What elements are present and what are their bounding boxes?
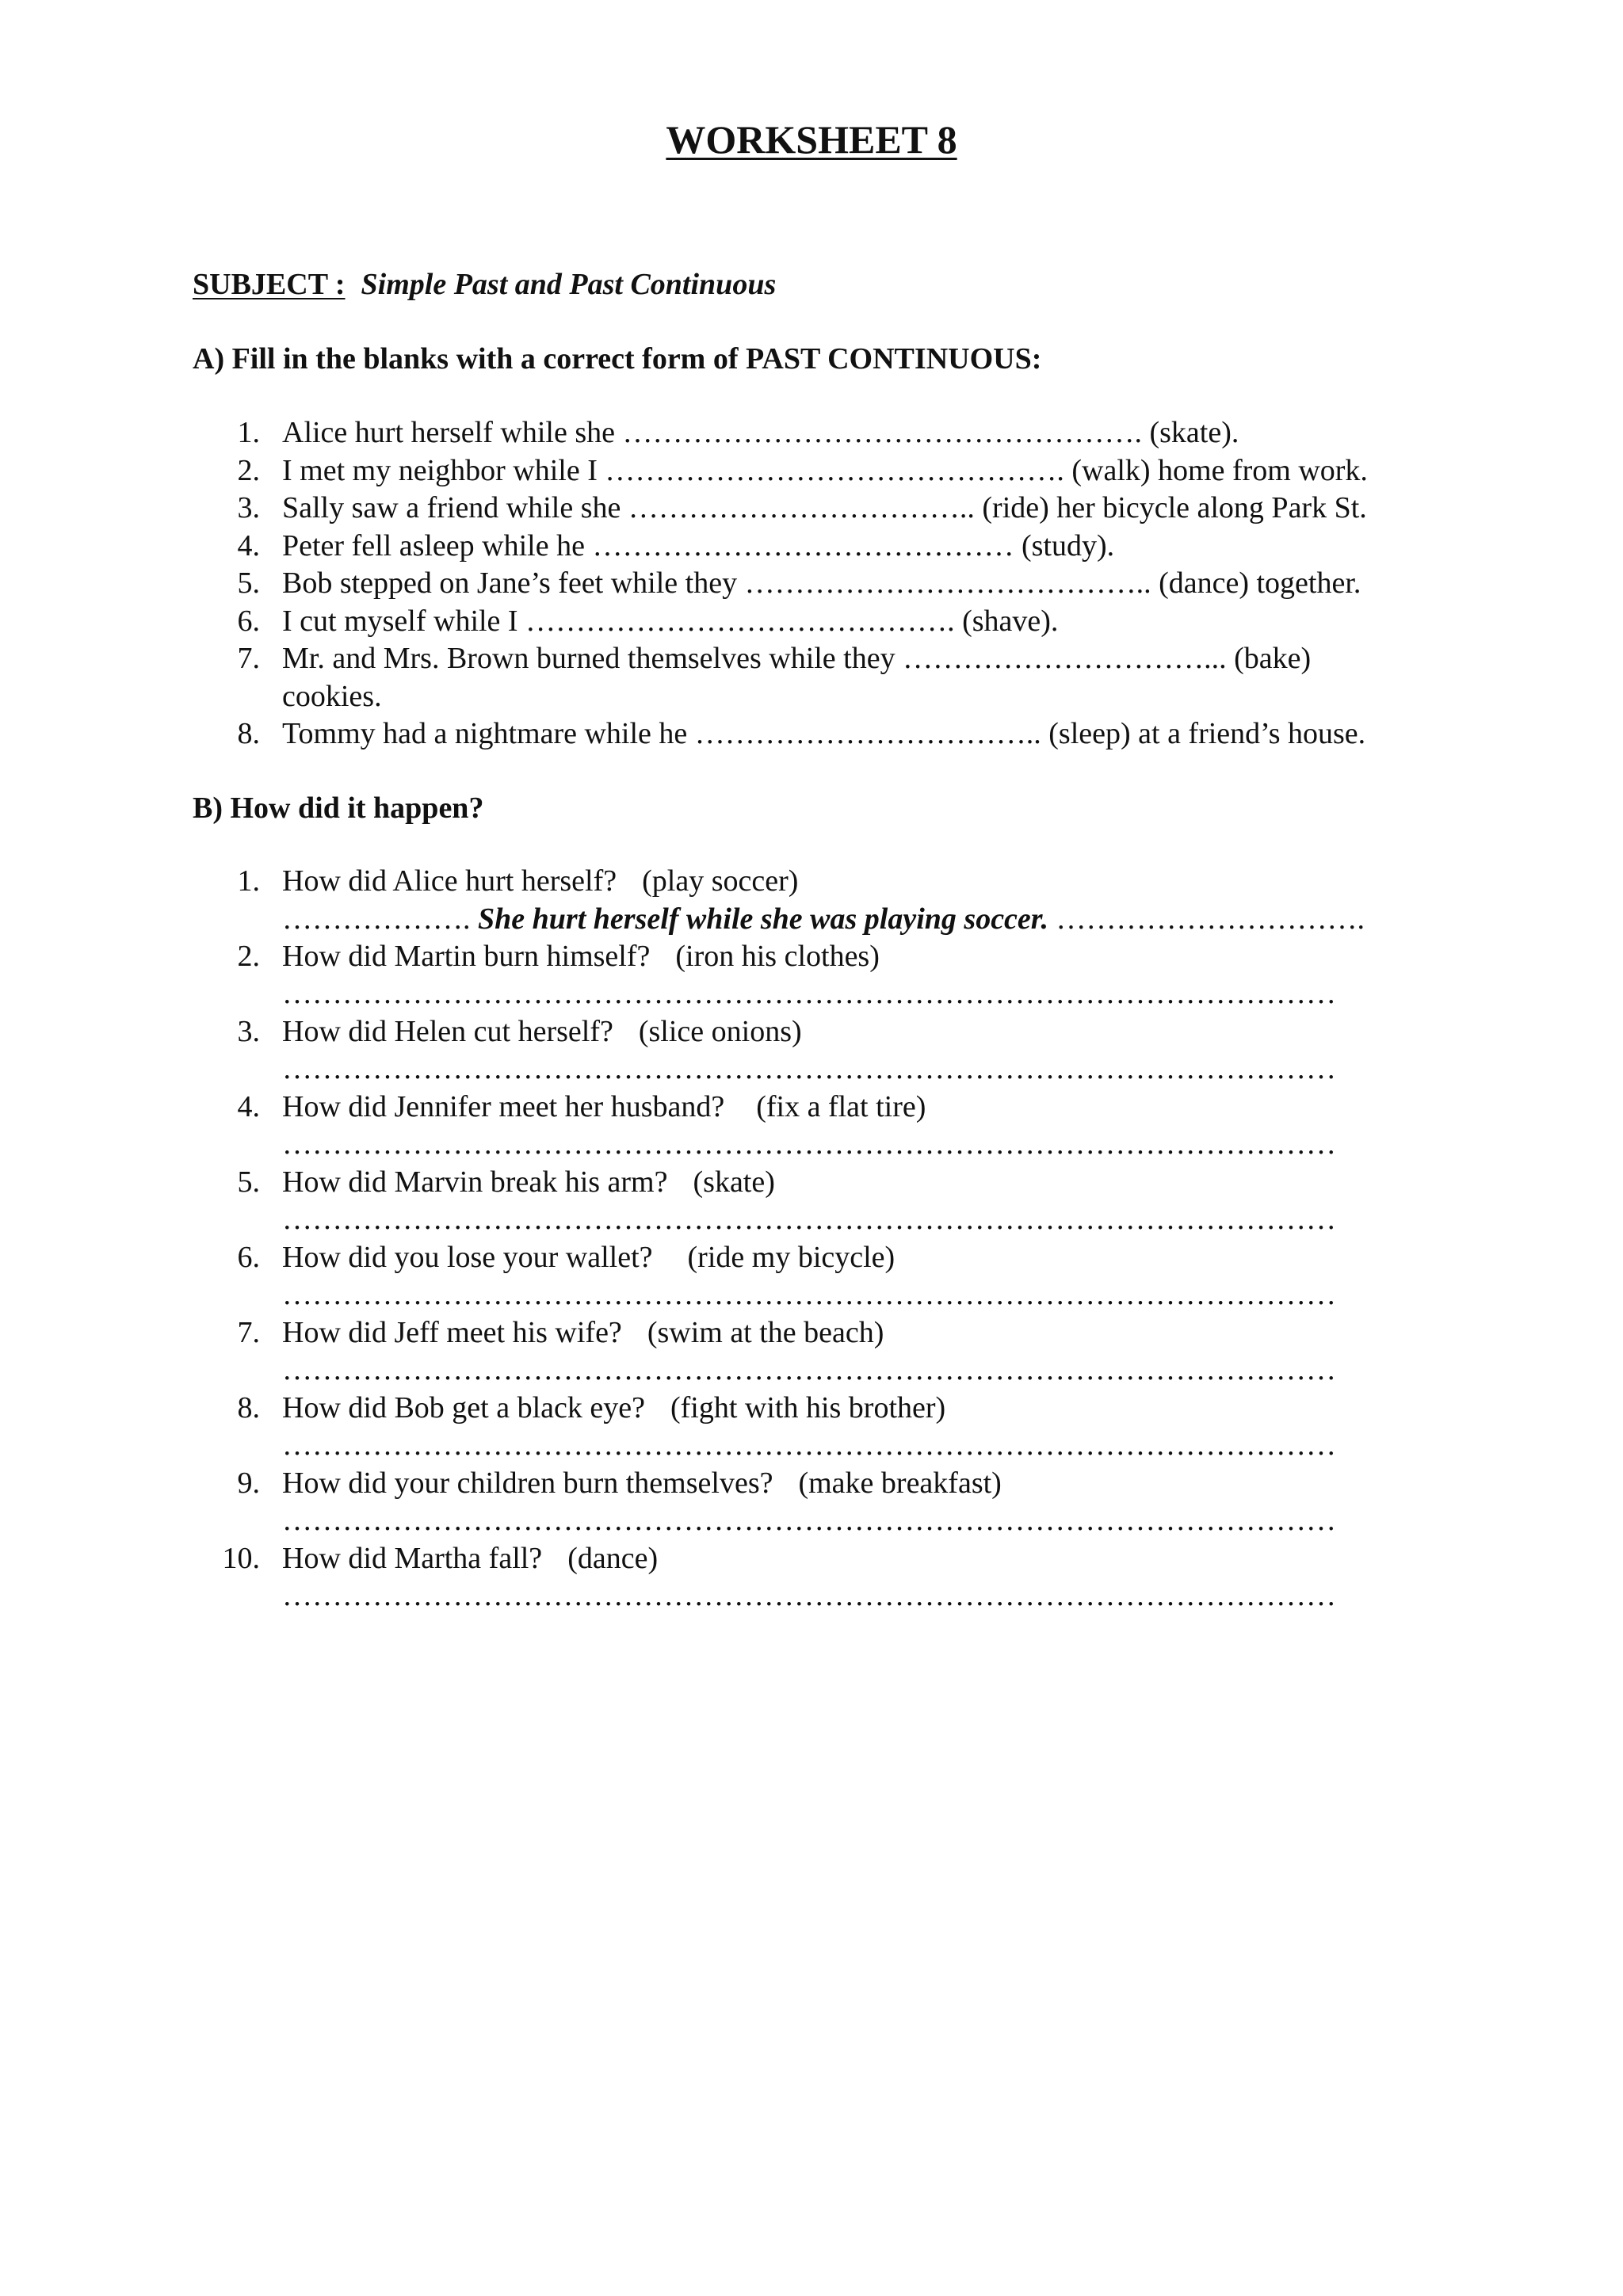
question-item xyxy=(0,1163,1623,1201)
question-item xyxy=(0,1539,1623,1577)
item-text-continuation: cookies. xyxy=(282,680,382,713)
section-a-heading: A) Fill in the blanks with a correct form of PAST CONTINUOUS: xyxy=(193,342,1042,376)
question-text: How did Bob get a black eye? (fight with his brother) xyxy=(282,1391,946,1425)
list-item xyxy=(0,715,1623,753)
question-text: How did Martin burn himself? (iron his clothes) xyxy=(282,940,880,973)
question-text: How did Jennifer meet her husband? (fix a flat tire) xyxy=(282,1090,926,1123)
section-b-heading: B) How did it happen? xyxy=(193,791,484,825)
item-number: 6. xyxy=(237,1241,260,1274)
item-number: 4. xyxy=(237,529,260,563)
item-number: 3. xyxy=(237,491,260,524)
item-text: Bob stepped on Jane’s feet while they ………………………………….. (dance) together. xyxy=(282,566,1361,600)
item-number: 3. xyxy=(237,1015,260,1048)
question-hint: (iron his clothes) xyxy=(675,940,880,973)
item-number: 10. xyxy=(222,1542,260,1575)
item-number: 8. xyxy=(237,1391,260,1425)
question-text: How did you lose your wallet? (ride my bicycle) xyxy=(282,1241,896,1274)
question-hint: (fight with his brother) xyxy=(670,1391,946,1425)
item-text: Alice hurt herself while she ……………………………………………. (skate). xyxy=(282,416,1239,449)
question-item xyxy=(0,1389,1623,1427)
list-item xyxy=(0,602,1623,640)
answer-line: …………………………………………………………………………………………… xyxy=(282,1353,1336,1386)
list-item-continuation xyxy=(0,677,1623,715)
answer-line: …………………………………………………………………………………………… xyxy=(282,1579,1336,1612)
question-hint: (skate) xyxy=(693,1165,775,1199)
item-number: 2. xyxy=(237,940,260,973)
item-text: Peter fell asleep while he …………………………………… (study). xyxy=(282,529,1115,563)
question-text: How did Alice hurt herself? (play soccer) xyxy=(282,864,799,898)
answer-line: …………………………………………………………………………………………… xyxy=(282,1052,1336,1085)
answer-blank: ………………. xyxy=(282,902,478,936)
question-item xyxy=(0,1088,1623,1126)
page-title: WORKSHEET 8 xyxy=(666,117,957,162)
item-text: I met my neighbor while I ………………………………………. (walk) home from work. xyxy=(282,454,1368,487)
list-item xyxy=(0,414,1623,452)
question-item xyxy=(0,1464,1623,1502)
question-item xyxy=(0,1013,1623,1051)
question-text: How did your children burn themselves? (make breakfast) xyxy=(282,1466,1002,1500)
list-item xyxy=(0,639,1623,677)
question-item xyxy=(0,1314,1623,1352)
question-text: How did Helen cut herself? (slice onions) xyxy=(282,1015,802,1048)
item-text: Tommy had a nightmare while he …………………………….. (sleep) at a friend’s house. xyxy=(282,717,1366,750)
item-number: 5. xyxy=(237,566,260,600)
question-hint: (fix a flat tire) xyxy=(756,1090,926,1123)
subject-line xyxy=(193,265,776,304)
list-item xyxy=(0,527,1623,565)
subject-label: SUBJECT : xyxy=(193,268,346,301)
question-item xyxy=(0,1238,1623,1276)
answer-line: …………………………………………………………………………………………… xyxy=(282,1203,1336,1236)
answer-line: …………………………………………………………………………………………… xyxy=(282,977,1336,1010)
question-item xyxy=(0,937,1623,975)
item-text: Sally saw a friend while she …………………………….. (ride) her bicycle along Park St. xyxy=(282,491,1367,524)
question-hint: (ride my bicycle) xyxy=(687,1241,896,1274)
item-text: I cut myself while I ……………………………………. (shave). xyxy=(282,605,1059,638)
item-number: 1. xyxy=(237,864,260,898)
answer-line: …………………………………………………………………………………………… xyxy=(282,1428,1336,1462)
item-number: 5. xyxy=(237,1165,260,1199)
question-hint: (slice onions) xyxy=(638,1015,802,1048)
question-hint: (dance) xyxy=(567,1542,659,1575)
question-text: How did Jeff meet his wife? (swim at the beach) xyxy=(282,1316,884,1349)
item-number: 4. xyxy=(237,1090,260,1123)
item-number: 7. xyxy=(237,642,260,675)
example-answer xyxy=(0,900,1623,938)
list-item xyxy=(0,489,1623,527)
item-number: 1. xyxy=(237,416,260,449)
item-text: Mr. and Mrs. Brown burned themselves while they …………………………... (bake) xyxy=(282,642,1312,675)
item-number: 2. xyxy=(237,454,260,487)
question-item xyxy=(0,862,1623,900)
subject-value: Simple Past and Past Continuous xyxy=(361,268,777,301)
item-number: 9. xyxy=(237,1466,260,1500)
answer-blank: …………………………. xyxy=(1048,902,1365,936)
question-text: How did Marvin break his arm? (skate) xyxy=(282,1165,775,1199)
question-text: How did Martha fall? (dance) xyxy=(282,1542,659,1575)
list-item xyxy=(0,564,1623,602)
list-item xyxy=(0,452,1623,490)
example-answer-text: She hurt herself while she was playing soccer. xyxy=(478,902,1048,936)
item-number: 7. xyxy=(237,1316,260,1349)
question-hint: (play soccer) xyxy=(642,864,799,898)
item-number: 6. xyxy=(237,605,260,638)
question-hint: (make breakfast) xyxy=(798,1466,1002,1500)
answer-line: …………………………………………………………………………………………… xyxy=(282,1504,1336,1537)
question-hint: (swim at the beach) xyxy=(647,1316,884,1349)
item-number: 8. xyxy=(237,717,260,750)
answer-line: …………………………………………………………………………………………… xyxy=(282,1278,1336,1311)
answer-line: …………………………………………………………………………………………… xyxy=(282,1127,1336,1161)
